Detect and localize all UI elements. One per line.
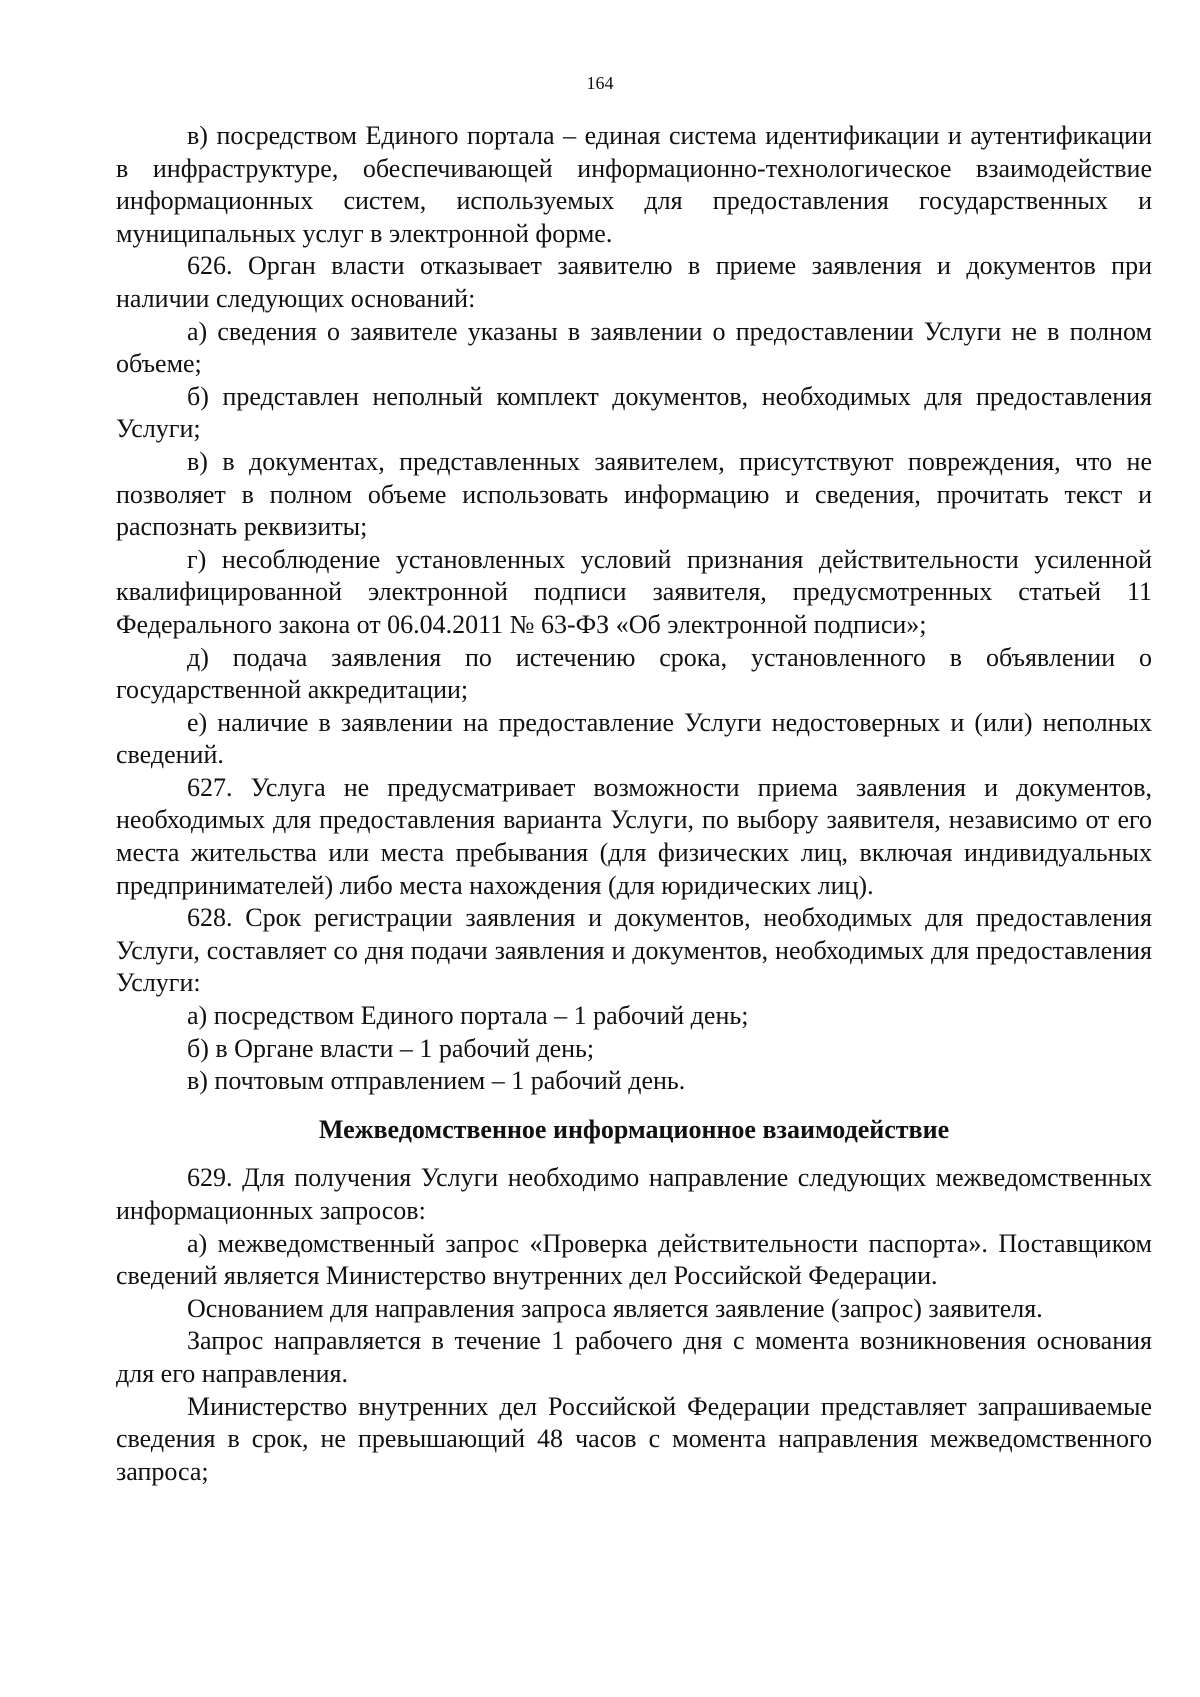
paragraph-response-timing: Министерство внутренних дел Российской Федерации представляет запрашиваемые сведения в срок, не превышающий 48 часов с момента направления межведомственного запроса;: [116, 1391, 1152, 1486]
paragraph-629: 629. Для получения Услуги необходимо направление следующих межведомственных информационных запросов:: [116, 1163, 1152, 1225]
paragraph-item-v-portal: в) посредством Единого портала – единая система идентификации и аутентификации в инфраструктуре, обеспечивающей информационно-технологическое взаимодействие информационных систем, используемых для предоставления государственных и муниципальных услуг в электронной форме.: [116, 121, 1152, 248]
paragraph-627: 627. Услуга не предусматривает возможности приема заявления и документов, необходимых для предоставления варианта Услуги, по выбору заявителя, независимо от его места жительства или места пребывания (для физических лиц, включая индивидуальных предпринимателей) либо места нахождения (для юридических лиц).: [116, 772, 1152, 900]
section-heading: Межведомственное информационное взаимодействие: [318, 1114, 950, 1144]
paragraph-626-v: в) в документах, представленных заявителем, присутствуют повреждения, что не позволяет в полном объеме использовать информацию и сведения, прочитать текст и распознать реквизиты;: [116, 446, 1152, 542]
paragraph-626-g: г) несоблюдение установленных условий признания действительности усиленной квалифицированной электронной подписи заявителя, предусмотренных статьей 11 Федерального закона от 06.04.2011 № 63-ФЗ «Об электронной подписи»;: [116, 544, 1152, 639]
paragraph-626-e: е) наличие в заявлении на предоставление Услуги недостоверных и (или) неполных сведений.: [116, 707, 1152, 770]
page-number: 164: [586, 73, 614, 93]
paragraph-628: 628. Срок регистрации заявления и документов, необходимых для предоставления Услуги, составляет со дня подачи заявления и документов, необходимых для предоставления Услуги:: [116, 903, 1152, 998]
paragraph-626: 626. Орган власти отказывает заявителю в приеме заявления и документов при наличии следующих оснований:: [116, 251, 1152, 313]
paragraph-628-v: в) почтовым отправлением – 1 рабочий день.: [187, 1066, 686, 1096]
paragraph-628-a: а) посредством Единого портала – 1 рабочий день;: [187, 1001, 749, 1031]
paragraph-629-a: а) межведомственный запрос «Проверка действительности паспорта». Поставщиком сведений является Министерство внутренних дел Российской Федерации.: [116, 1228, 1152, 1291]
paragraph-626-a: а) сведения о заявителе указаны в заявлении о предоставлении Услуги не в полном объеме;: [116, 316, 1152, 379]
paragraph-628-b: б) в Органе власти – 1 рабочий день;: [187, 1033, 595, 1063]
document-body: [116, 120, 1152, 1488]
paragraph-626-d: д) подача заявления по истечению срока, установленного в объявлении о государственной аккредитации;: [116, 642, 1152, 705]
paragraph-626-b: б) представлен неполный комплект документов, необходимых для предоставления Услуги;: [116, 381, 1152, 444]
paragraph-request-timing: Запрос направляется в течение 1 рабочего дня с момента возникновения основания для его направления.: [116, 1326, 1152, 1388]
paragraph-basis: Основанием для направления запроса является заявление (запрос) заявителя.: [187, 1293, 1043, 1323]
